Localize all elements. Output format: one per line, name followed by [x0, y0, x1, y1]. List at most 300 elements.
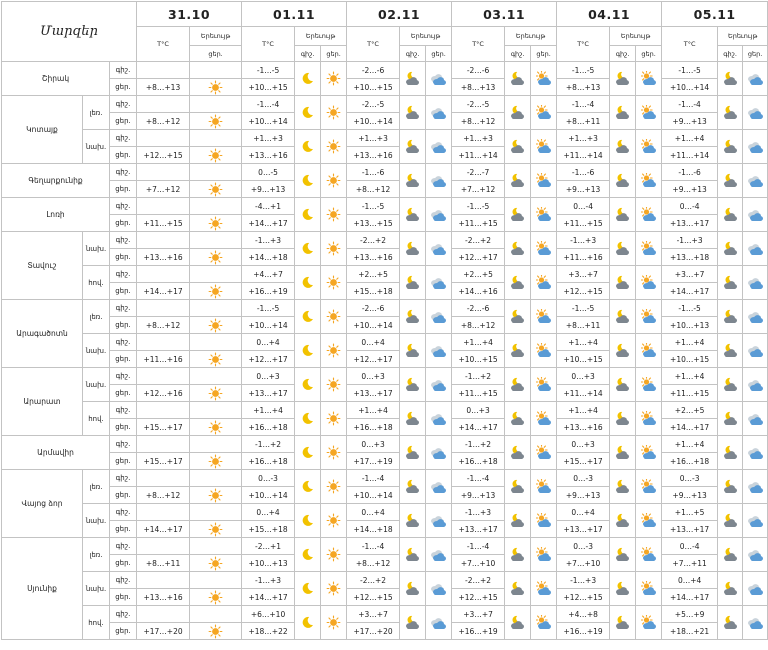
weather-cell: [636, 538, 662, 572]
sun-cloud-icon: [641, 445, 656, 460]
temperature-range: [137, 164, 190, 181]
weather-cell: [190, 385, 242, 402]
weather-cell: [610, 300, 636, 334]
moon-cloud-icon: [510, 275, 525, 290]
temperature-range: -1…+3: [242, 572, 295, 589]
moon-cloud-icon: [405, 139, 420, 154]
moon-cloud-icon: [510, 309, 525, 324]
table-row: [2, 96, 768, 113]
weather-cell: [295, 96, 321, 130]
temperature-range: +10…+14: [347, 487, 400, 504]
weather-cell: [743, 470, 768, 504]
temperature-range: +10…+14: [242, 113, 295, 130]
weather-cell: [190, 419, 242, 436]
temperature-range: [137, 96, 190, 113]
moon-cloud-icon: [405, 173, 420, 188]
weather-cell: [718, 402, 743, 436]
temperature-range: +1…+3: [557, 130, 610, 147]
temperature-range: +14…+17: [452, 419, 505, 436]
weather-cell: [636, 368, 662, 402]
period-label: գիշ.: [110, 62, 137, 79]
weather-cell: [505, 572, 531, 606]
weather-cell: [321, 62, 347, 96]
temperature-range: 0…-4: [557, 198, 610, 215]
temperature-range: +1…+4: [662, 368, 718, 385]
temperature-range: +13…+17: [557, 521, 610, 538]
weather-cell: [190, 504, 242, 521]
sun-icon: [326, 513, 341, 528]
temp-col-header: T°C: [347, 27, 400, 62]
sun-cloud-icon: [536, 173, 551, 188]
weather-cell: [400, 504, 426, 538]
weather-cell: [295, 164, 321, 198]
weather-cell: [190, 368, 242, 385]
weather-cell: [636, 164, 662, 198]
cloudy-icon: [748, 71, 763, 86]
moon-cloud-icon: [405, 105, 420, 120]
period-label: ցեր.: [110, 555, 137, 572]
region-name: Արմավիր: [2, 436, 110, 470]
cloudy-icon: [431, 71, 446, 86]
temperature-range: +10…+14: [242, 487, 295, 504]
date-header: 02.11: [347, 2, 452, 27]
weather-cell: [743, 266, 768, 300]
temperature-range: +13…+16: [137, 249, 190, 266]
weather-cell: [426, 538, 452, 572]
temperature-range: +12…+15: [137, 147, 190, 164]
cloudy-icon: [748, 411, 763, 426]
temperature-range: +7…+12: [137, 181, 190, 198]
weather-cell: [718, 606, 743, 640]
weather-cell: [610, 606, 636, 640]
moon-cloud-icon: [510, 207, 525, 222]
period-label: գիշ.: [110, 96, 137, 113]
temperature-range: +8…+12: [452, 317, 505, 334]
weather-cell: [321, 164, 347, 198]
temperature-range: +16…+18: [242, 453, 295, 470]
temperature-range: +8…+12: [347, 555, 400, 572]
weather-cell: [531, 130, 557, 164]
moon-cloud-icon: [615, 241, 630, 256]
weather-cell: [718, 164, 743, 198]
sub-zone: հով.: [83, 606, 110, 640]
moon-icon: [300, 411, 315, 426]
temperature-range: -2…-7: [452, 164, 505, 181]
weather-cell: [426, 164, 452, 198]
weather-cell: [295, 606, 321, 640]
moon-cloud-icon: [405, 309, 420, 324]
temperature-range: +12…+15: [557, 589, 610, 606]
moon-cloud-icon: [723, 411, 738, 426]
sun-icon: [208, 216, 223, 231]
temperature-range: +13…+17: [347, 385, 400, 402]
weather-cell: [610, 538, 636, 572]
temperature-range: +1…+4: [662, 436, 718, 453]
table-row: [2, 164, 768, 181]
weather-cell: [718, 538, 743, 572]
weather-cell: [531, 504, 557, 538]
temperature-range: 0…-4: [662, 538, 718, 555]
moon-cloud-icon: [510, 513, 525, 528]
sun-cloud-icon: [536, 309, 551, 324]
moon-cloud-icon: [723, 105, 738, 120]
weather-cell: [321, 334, 347, 368]
weather-col-header: Երեւույթ: [400, 27, 452, 46]
table-row: [2, 402, 768, 419]
sun-cloud-icon: [641, 71, 656, 86]
temperature-range: +9…+13: [662, 487, 718, 504]
period-label: գիշ.: [110, 130, 137, 147]
temperature-range: +1…+4: [347, 402, 400, 419]
weather-cell: [321, 572, 347, 606]
period-label: ցեր.: [110, 623, 137, 640]
temperature-range: +5…+9: [662, 606, 718, 623]
weather-cell: [610, 198, 636, 232]
weather-cell: [295, 130, 321, 164]
temperature-range: [137, 436, 190, 453]
temperature-range: +9…+13: [557, 181, 610, 198]
temperature-range: +17…+20: [137, 623, 190, 640]
weather-cell: [190, 113, 242, 130]
weather-cell: [718, 436, 743, 470]
weather-cell: [505, 470, 531, 504]
weather-cell: [531, 334, 557, 368]
cloudy-icon: [431, 615, 446, 630]
moon-cloud-icon: [510, 547, 525, 562]
moon-cloud-icon: [615, 581, 630, 596]
weather-cell: [505, 368, 531, 402]
temperature-range: +12…+17: [452, 249, 505, 266]
temperature-range: -1…+3: [557, 572, 610, 589]
sub-zone: նախ.: [83, 368, 110, 402]
temperature-range: +7…+10: [452, 555, 505, 572]
moon-cloud-icon: [723, 445, 738, 460]
temperature-range: -1…+2: [452, 436, 505, 453]
weather-cell: [610, 62, 636, 96]
sun-cloud-icon: [641, 343, 656, 358]
temperature-range: +15…+17: [137, 419, 190, 436]
weather-cell: [505, 436, 531, 470]
cloudy-icon: [748, 139, 763, 154]
moon-cloud-icon: [615, 207, 630, 222]
weather-cell: [400, 300, 426, 334]
sun-cloud-icon: [536, 139, 551, 154]
temperature-range: +14…+17: [137, 521, 190, 538]
temperature-range: 0…+3: [557, 436, 610, 453]
temperature-range: -1…-5: [662, 300, 718, 317]
cloudy-icon: [748, 615, 763, 630]
region-name: Շիրակ: [2, 62, 110, 96]
sun-cloud-icon: [641, 513, 656, 528]
temperature-range: +8…+13: [557, 79, 610, 96]
sub-zone: լեռ.: [83, 538, 110, 572]
weather-cell: [400, 164, 426, 198]
weather-cell: [400, 538, 426, 572]
day-col-header: ցեր.: [321, 46, 347, 62]
sub-zone: հով.: [83, 402, 110, 436]
sun-icon: [326, 105, 341, 120]
cloudy-icon: [748, 581, 763, 596]
moon-cloud-icon: [405, 581, 420, 596]
temperature-range: +11…+15: [557, 215, 610, 232]
moon-cloud-icon: [405, 615, 420, 630]
weather-cell: [718, 266, 743, 300]
temperature-range: +2…+5: [662, 402, 718, 419]
temperature-range: -1…+3: [662, 232, 718, 249]
weather-cell: [505, 198, 531, 232]
temperature-range: -1…-5: [242, 300, 295, 317]
period-label: ցեր.: [110, 317, 137, 334]
sun-icon: [208, 284, 223, 299]
weather-cell: [531, 232, 557, 266]
sun-cloud-icon: [536, 411, 551, 426]
temperature-range: 0…+3: [347, 368, 400, 385]
temperature-range: 0…+4: [347, 334, 400, 351]
weather-cell: [426, 62, 452, 96]
temperature-range: +9…+13: [452, 487, 505, 504]
moon-icon: [300, 445, 315, 460]
weather-cell: [718, 470, 743, 504]
weather-cell: [190, 181, 242, 198]
sun-cloud-icon: [641, 615, 656, 630]
weather-cell: [505, 402, 531, 436]
temperature-range: +13…+16: [347, 249, 400, 266]
period-label: գիշ.: [110, 266, 137, 283]
moon-cloud-icon: [615, 479, 630, 494]
sun-icon: [326, 275, 341, 290]
temperature-range: +17…+19: [347, 453, 400, 470]
moon-cloud-icon: [405, 241, 420, 256]
table-row: [2, 300, 768, 317]
weather-cell: [400, 368, 426, 402]
moon-icon: [300, 241, 315, 256]
temperature-range: +12…+16: [137, 385, 190, 402]
sun-cloud-icon: [536, 71, 551, 86]
moon-icon: [300, 479, 315, 494]
temperature-range: +12…+15: [452, 589, 505, 606]
weather-cell: [190, 130, 242, 147]
temperature-range: -2…-6: [347, 300, 400, 317]
day-col-header: ցեր.: [190, 46, 242, 62]
moon-cloud-icon: [405, 377, 420, 392]
cloudy-icon: [748, 547, 763, 562]
weather-cell: [190, 317, 242, 334]
weather-cell: [610, 572, 636, 606]
sub-zone: լեռ.: [83, 96, 110, 130]
regions-header: Մարզեր: [2, 2, 137, 62]
weather-cell: [400, 606, 426, 640]
temperature-range: +16…+18: [662, 453, 718, 470]
moon-cloud-icon: [615, 513, 630, 528]
weather-cell: [295, 572, 321, 606]
day-col-header: ցեր.: [743, 46, 768, 62]
moon-icon: [300, 377, 315, 392]
weather-cell: [295, 334, 321, 368]
period-label: գիշ.: [110, 368, 137, 385]
temperature-range: +11…+14: [452, 147, 505, 164]
weather-cell: [531, 436, 557, 470]
weather-cell: [190, 623, 242, 640]
cloudy-icon: [748, 377, 763, 392]
temperature-range: +4…+8: [557, 606, 610, 623]
region-name: Տավուշ: [2, 232, 83, 300]
weather-cell: [321, 96, 347, 130]
weather-cell: [426, 368, 452, 402]
weather-cell: [636, 334, 662, 368]
temperature-range: +1…+4: [557, 334, 610, 351]
cloudy-icon: [431, 411, 446, 426]
sun-cloud-icon: [641, 411, 656, 426]
weather-cell: [190, 555, 242, 572]
weather-cell: [531, 470, 557, 504]
moon-cloud-icon: [615, 275, 630, 290]
table-row: [2, 538, 768, 555]
table-row: [2, 198, 768, 215]
sub-zone: նախ.: [83, 232, 110, 266]
temperature-range: +15…+17: [137, 453, 190, 470]
sun-cloud-icon: [536, 615, 551, 630]
region-name: Սյունիք: [2, 538, 83, 640]
weather-cell: [190, 249, 242, 266]
weather-cell: [531, 572, 557, 606]
cloudy-icon: [431, 309, 446, 324]
temperature-range: +8…+11: [137, 555, 190, 572]
cloudy-icon: [748, 105, 763, 120]
temperature-range: -1…-4: [347, 538, 400, 555]
cloudy-icon: [431, 479, 446, 494]
weather-cell: [190, 79, 242, 96]
region-name: Վայոց ձոր: [2, 470, 83, 538]
temperature-range: +13…+17: [662, 521, 718, 538]
temp-col-header: T°C: [557, 27, 610, 62]
temp-col-header: T°C: [662, 27, 718, 62]
weather-cell: [636, 572, 662, 606]
sun-cloud-icon: [536, 479, 551, 494]
temperature-range: +8…+13: [452, 79, 505, 96]
sun-cloud-icon: [536, 547, 551, 562]
weather-cell: [190, 572, 242, 589]
weather-cell: [531, 198, 557, 232]
temperature-range: +11…+14: [662, 147, 718, 164]
moon-icon: [300, 71, 315, 86]
weather-cell: [190, 538, 242, 555]
temperature-range: 0…+3: [452, 402, 505, 419]
night-col-header: գիշ.: [610, 46, 636, 62]
sun-icon: [326, 309, 341, 324]
temperature-range: +14…+17: [662, 419, 718, 436]
weather-cell: [718, 334, 743, 368]
temperature-range: +10…+15: [557, 351, 610, 368]
weather-cell: [610, 504, 636, 538]
weather-cell: [426, 334, 452, 368]
weather-cell: [610, 164, 636, 198]
region-name: Կոտայք: [2, 96, 83, 164]
moon-cloud-icon: [510, 377, 525, 392]
temperature-range: +13…+16: [557, 419, 610, 436]
temperature-range: -1…-6: [347, 164, 400, 181]
temperature-range: [137, 538, 190, 555]
sun-icon: [326, 581, 341, 596]
cloudy-icon: [748, 207, 763, 222]
sun-cloud-icon: [641, 581, 656, 596]
weather-cell: [295, 538, 321, 572]
temperature-range: +8…+11: [557, 113, 610, 130]
sun-icon: [326, 343, 341, 358]
temperature-range: +18…+22: [242, 623, 295, 640]
temperature-range: +1…+4: [662, 334, 718, 351]
moon-cloud-icon: [723, 513, 738, 528]
temperature-range: -1…-6: [662, 164, 718, 181]
temperature-range: +7…+11: [662, 555, 718, 572]
weather-col-header: Երեւույթ: [295, 27, 347, 46]
period-label: գիշ.: [110, 504, 137, 521]
temperature-range: +11…+15: [137, 215, 190, 232]
period-label: ցեր.: [110, 215, 137, 232]
moon-cloud-icon: [723, 207, 738, 222]
weather-cell: [610, 130, 636, 164]
weather-cell: [190, 606, 242, 623]
weather-cell: [531, 266, 557, 300]
weather-cell: [295, 232, 321, 266]
sun-cloud-icon: [536, 207, 551, 222]
temperature-range: +1…+3: [347, 130, 400, 147]
region-name: Արագածոտն: [2, 300, 83, 368]
temperature-range: +1…+4: [242, 402, 295, 419]
moon-cloud-icon: [615, 377, 630, 392]
period-label: ցեր.: [110, 453, 137, 470]
temperature-range: +10…+15: [347, 79, 400, 96]
temperature-range: -1…-5: [557, 62, 610, 79]
temperature-range: -1…-4: [242, 96, 295, 113]
temperature-range: +8…+12: [137, 487, 190, 504]
temperature-range: +9…+13: [662, 113, 718, 130]
table-row: [2, 606, 768, 623]
moon-cloud-icon: [405, 479, 420, 494]
weather-cell: [400, 402, 426, 436]
weather-cell: [400, 96, 426, 130]
weather-cell: [295, 198, 321, 232]
temperature-range: +11…+14: [557, 147, 610, 164]
weather-cell: [743, 62, 768, 96]
table-row: [2, 368, 768, 385]
weather-cell: [400, 62, 426, 96]
temperature-range: +14…+17: [662, 283, 718, 300]
moon-cloud-icon: [615, 343, 630, 358]
weather-cell: [321, 266, 347, 300]
sun-cloud-icon: [536, 377, 551, 392]
weather-cell: [636, 130, 662, 164]
weather-cell: [505, 96, 531, 130]
day-col-header: ցեր.: [531, 46, 557, 62]
weather-cell: [505, 334, 531, 368]
weather-cell: [505, 504, 531, 538]
cloudy-icon: [431, 241, 446, 256]
period-label: գիշ.: [110, 334, 137, 351]
weather-cell: [743, 538, 768, 572]
temperature-range: -2…+2: [347, 232, 400, 249]
weather-cell: [426, 402, 452, 436]
sun-icon: [208, 522, 223, 537]
sun-icon: [208, 420, 223, 435]
weather-cell: [426, 470, 452, 504]
temperature-range: +16…+18: [347, 419, 400, 436]
cloudy-icon: [431, 581, 446, 596]
date-header: 01.11: [242, 2, 347, 27]
sun-cloud-icon: [641, 547, 656, 562]
weather-cell: [531, 606, 557, 640]
weather-col-header: Երեւույթ: [190, 27, 242, 46]
period-label: ցեր.: [110, 79, 137, 96]
